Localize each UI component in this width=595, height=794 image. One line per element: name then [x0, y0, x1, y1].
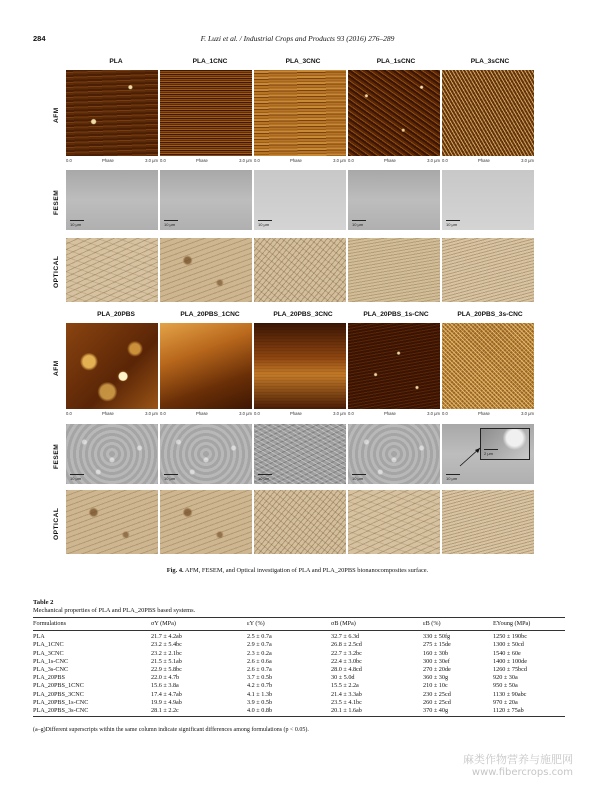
table-cell: 1120 ± 75ab — [493, 707, 565, 717]
sem-scale-bar: 10 μm — [446, 474, 460, 481]
sem-scale-bar: 10 μm — [70, 220, 84, 227]
table-cell: 1400 ± 100de — [493, 657, 527, 665]
table-cell: 28.0 ± 4.8cd — [331, 666, 362, 674]
afm-image — [442, 323, 534, 409]
table-cell: PLA_1s-CNC — [33, 657, 69, 665]
afm-scale-min: 0.0 — [348, 411, 354, 416]
table-cell: 1300 ± 50cd — [493, 641, 524, 649]
table-row — [33, 631, 565, 642]
table-cell: 270 ± 20de — [423, 666, 451, 674]
inset-scale-bar: 2 μm — [484, 449, 498, 456]
table-cell: 2.6 ± 0.7a — [247, 666, 272, 674]
row-label-afm: AFM — [53, 360, 60, 376]
afm-scale-max: 3.0 μm — [333, 158, 346, 163]
table-row — [33, 641, 565, 649]
afm-image — [254, 70, 346, 156]
sem-scale-bar: 10 μm — [164, 474, 178, 481]
row-label-afm: AFM — [53, 107, 60, 123]
afm-scale — [442, 411, 534, 417]
afm-scale-mode: Phase — [478, 411, 490, 416]
afm-scale-min: 0.0 — [442, 411, 448, 416]
table-cell: PLA_20PBS_3s-CNC — [33, 707, 151, 717]
afm-scale-max: 3.0 μm — [145, 411, 158, 416]
table-cell: 360 ± 30g — [423, 674, 449, 682]
table-row — [33, 699, 565, 707]
table-cell: 22.4 ± 3.0bc — [331, 657, 362, 665]
afm-scale-mode: Phase — [196, 158, 208, 163]
column-title: PLA_20PBS_1CNC — [180, 311, 240, 318]
afm-scale-min: 0.0 — [254, 158, 260, 163]
table-row — [33, 658, 565, 666]
row-label-optical: OPTICAL — [53, 255, 60, 289]
afm-scale-max: 3.0 μm — [239, 411, 252, 416]
afm-scale-max: 3.0 μm — [239, 158, 252, 163]
table-cell: 23.2 ± 2.1bc — [151, 649, 182, 657]
optical-image — [160, 238, 252, 302]
sem-scale-bar: 10 μm — [258, 220, 272, 227]
figure-caption-text: AFM, FESEM, and Optical investigation of PLA and PLA_20PBS bionanocomposites surface. — [183, 567, 429, 574]
fesem-inset — [480, 428, 530, 460]
fesem-image — [254, 170, 346, 230]
afm-scale — [348, 158, 440, 164]
table-cell: 3.7 ± 0.5b — [247, 674, 273, 682]
optical-image — [66, 490, 158, 554]
column-header: εY (%) — [247, 618, 331, 631]
afm-scale-mode: Phase — [478, 158, 490, 163]
table-cell: 23.2 ± 5.4bc — [151, 641, 182, 649]
table-cell: 2.5 ± 0.7a — [247, 633, 272, 641]
table-cell: 32.7 ± 6.3d — [331, 633, 360, 641]
table-cell: 21.7 ± 4.2ab — [151, 633, 182, 641]
table-cell: 15.6 ± 3.8a — [151, 682, 179, 690]
table-cell: 2.9 ± 0.7a — [247, 641, 272, 649]
table-cell: 1250 ± 190bc — [493, 633, 527, 641]
table-cell: PLA_20PBS_1s-CNC — [33, 698, 89, 706]
column-title: PLA_20PBS_3s-CNC — [457, 311, 523, 318]
table-cell: PLA_20PBS_3CNC — [33, 690, 84, 698]
column-title: PLA_20PBS_1s-CNC — [363, 311, 429, 318]
optical-image — [254, 238, 346, 302]
sem-scale-bar: 10 μm — [70, 474, 84, 481]
table-cell: 950 ± 50a — [493, 682, 518, 690]
table-cell: 4.1 ± 1.3b — [247, 690, 273, 698]
table-cell: 22.0 ± 4.7b — [151, 674, 180, 682]
row-label-fesem: FESEM — [53, 443, 60, 469]
afm-scale-max: 3.0 μm — [427, 411, 440, 416]
row-label-fesem: FESEM — [53, 189, 60, 215]
fesem-image — [442, 424, 534, 484]
afm-scale-max: 3.0 μm — [427, 158, 440, 163]
table-title: Mechanical properties of PLA and PLA_20PBS based systems. — [33, 607, 196, 614]
afm-scale-mode: Phase — [384, 411, 396, 416]
afm-scale — [66, 411, 158, 417]
table-cell: 19.9 ± 4.9ab — [151, 698, 182, 706]
sem-scale-bar: 10 μm — [352, 474, 366, 481]
table-cell: 17.4 ± 4.7ab — [151, 690, 182, 698]
afm-scale-min: 0.0 — [442, 158, 448, 163]
table-cell: PLA_3CNC — [33, 649, 64, 657]
column-header: σB (MPa) — [331, 618, 423, 631]
table-row — [33, 650, 565, 658]
table-body — [33, 631, 565, 717]
column-title: PLA_1sCNC — [376, 58, 416, 65]
table-cell: 20.1 ± 1.6ab — [331, 707, 423, 717]
table-cell: 160 ± 30b — [423, 649, 449, 657]
table-cell: PLA_3s-CNC — [33, 666, 69, 674]
table-row — [33, 691, 565, 699]
table-cell: PLA_20PBS — [33, 674, 65, 682]
table-row — [33, 707, 565, 717]
table-cell: 260 ± 25cd — [423, 698, 451, 706]
table-cell: 1260 ± 75bcd — [493, 666, 527, 674]
table-cell: 2.3 ± 0.2a — [247, 649, 272, 657]
afm-image — [254, 323, 346, 409]
afm-image — [66, 70, 158, 156]
watermark-line1: 麻类作物营养与施肥网 — [463, 753, 573, 766]
afm-scale-min: 0.0 — [254, 411, 260, 416]
table-cell: 21.5 ± 5.1ab — [151, 657, 182, 665]
column-title: PLA_1CNC — [192, 58, 228, 65]
table-cell: 970 ± 20a — [493, 698, 518, 706]
afm-image — [348, 70, 440, 156]
column-title: PLA_3sCNC — [470, 58, 510, 65]
figure-caption — [0, 567, 595, 574]
column-title: PLA — [109, 58, 123, 65]
table-cell: PLA — [33, 633, 45, 641]
table-cell: 23.5 ± 4.1bc — [331, 698, 362, 706]
column-title: PLA_20PBS_3CNC — [273, 311, 333, 318]
table-label: Table 2 — [33, 599, 54, 606]
afm-scale-max: 3.0 μm — [521, 411, 534, 416]
table-header-row — [33, 618, 565, 631]
optical-image — [348, 238, 440, 302]
table-row — [33, 666, 565, 674]
watermark — [463, 751, 573, 778]
afm-scale — [442, 158, 534, 164]
running-head: F. Luzi et al. / Industrial Crops and Products 93 (2016) 276–289 — [200, 34, 395, 43]
afm-image — [160, 323, 252, 409]
afm-scale-min: 0.0 — [348, 158, 354, 163]
table-cell: 275 ± 15de — [423, 641, 451, 649]
afm-scale-min: 0.0 — [66, 158, 72, 163]
row-label-optical: OPTICAL — [53, 507, 60, 541]
column-header: Formulations — [33, 618, 151, 631]
optical-image — [442, 238, 534, 302]
page-header — [33, 34, 562, 46]
fesem-image — [348, 424, 440, 484]
table-cell: 230 ± 25cd — [423, 690, 451, 698]
column-header: EYoung (MPa) — [493, 618, 565, 631]
optical-image — [442, 490, 534, 554]
mechanical-properties-table — [33, 617, 565, 717]
optical-image — [254, 490, 346, 554]
afm-scale — [254, 158, 346, 164]
table-cell: 4.2 ± 0.7b — [247, 682, 273, 690]
afm-scale-mode: Phase — [102, 158, 114, 163]
afm-scale — [66, 158, 158, 164]
afm-image — [66, 323, 158, 409]
afm-scale-max: 3.0 μm — [521, 158, 534, 163]
table-cell: 920 ± 30a — [493, 674, 518, 682]
table-cell: 300 ± 30ef — [423, 657, 450, 665]
table-cell: 2.6 ± 0.6a — [247, 657, 272, 665]
afm-scale-min: 0.0 — [160, 411, 166, 416]
table-cell: PLA_1CNC — [33, 641, 64, 649]
table-cell: 28.1 ± 2.2c — [151, 707, 247, 717]
afm-scale-max: 3.0 μm — [145, 158, 158, 163]
table-cell: 15.5 ± 2.2a — [331, 682, 359, 690]
afm-image — [160, 70, 252, 156]
afm-scale-mode: Phase — [290, 158, 302, 163]
table-footnote: (a–g)Different superscripts within the same column indicate significant differences among formulations (p < 0.05). — [33, 727, 309, 733]
optical-image — [160, 490, 252, 554]
sem-scale-bar: 10 μm — [258, 474, 272, 481]
sem-scale-bar: 10 μm — [164, 220, 178, 227]
afm-scale — [160, 158, 252, 164]
watermark-line2: www.fibercrops.com — [471, 767, 573, 778]
optical-image — [348, 490, 440, 554]
column-header: εB (%) — [423, 618, 493, 631]
afm-scale-min: 0.0 — [160, 158, 166, 163]
table-cell: 21.4 ± 3.3ab — [331, 690, 362, 698]
afm-image — [348, 323, 440, 409]
figure-label: Fig. 4. — [166, 567, 184, 574]
page-number: 284 — [33, 34, 46, 43]
fesem-image — [348, 170, 440, 230]
fesem-image — [442, 170, 534, 230]
table-cell: 22.9 ± 5.8bc — [151, 666, 182, 674]
table-cell: 30 ± 5.0d — [331, 674, 355, 682]
column-title: PLA_20PBS — [97, 311, 135, 318]
table-cell: 26.8 ± 2.5cd — [331, 641, 362, 649]
table-cell: 4.0 ± 0.8b — [247, 707, 331, 717]
sem-scale-bar: 10 μm — [446, 220, 460, 227]
afm-scale — [160, 411, 252, 417]
fesem-image — [66, 170, 158, 230]
table-cell: 22.7 ± 3.2bc — [331, 649, 362, 657]
sem-scale-bar: 10 μm — [352, 220, 366, 227]
table-cell: PLA_20PBS_1CNC — [33, 682, 84, 690]
afm-scale-mode: Phase — [196, 411, 208, 416]
afm-scale-mode: Phase — [102, 411, 114, 416]
afm-scale-max: 3.0 μm — [333, 411, 346, 416]
afm-scale-min: 0.0 — [66, 411, 72, 416]
column-header: σY (MPa) — [151, 618, 247, 631]
afm-scale — [254, 411, 346, 417]
afm-scale-mode: Phase — [384, 158, 396, 163]
table-cell: 1130 ± 90abc — [493, 690, 527, 698]
afm-scale-mode: Phase — [290, 411, 302, 416]
table-cell: 3.9 ± 0.5b — [247, 698, 273, 706]
table-row — [33, 674, 565, 682]
fesem-image — [254, 424, 346, 484]
table-row — [33, 682, 565, 690]
afm-scale — [348, 411, 440, 417]
table-cell: 330 ± 50fg — [423, 633, 451, 641]
table-cell: 210 ± 10c — [423, 682, 448, 690]
fesem-image — [160, 424, 252, 484]
column-title: PLA_3CNC — [285, 58, 321, 65]
fesem-image — [160, 170, 252, 230]
afm-image — [442, 70, 534, 156]
fesem-image — [66, 424, 158, 484]
optical-image — [66, 238, 158, 302]
table-cell: 370 ± 40g — [423, 707, 493, 717]
table-cell: 1540 ± 60e — [493, 649, 521, 657]
